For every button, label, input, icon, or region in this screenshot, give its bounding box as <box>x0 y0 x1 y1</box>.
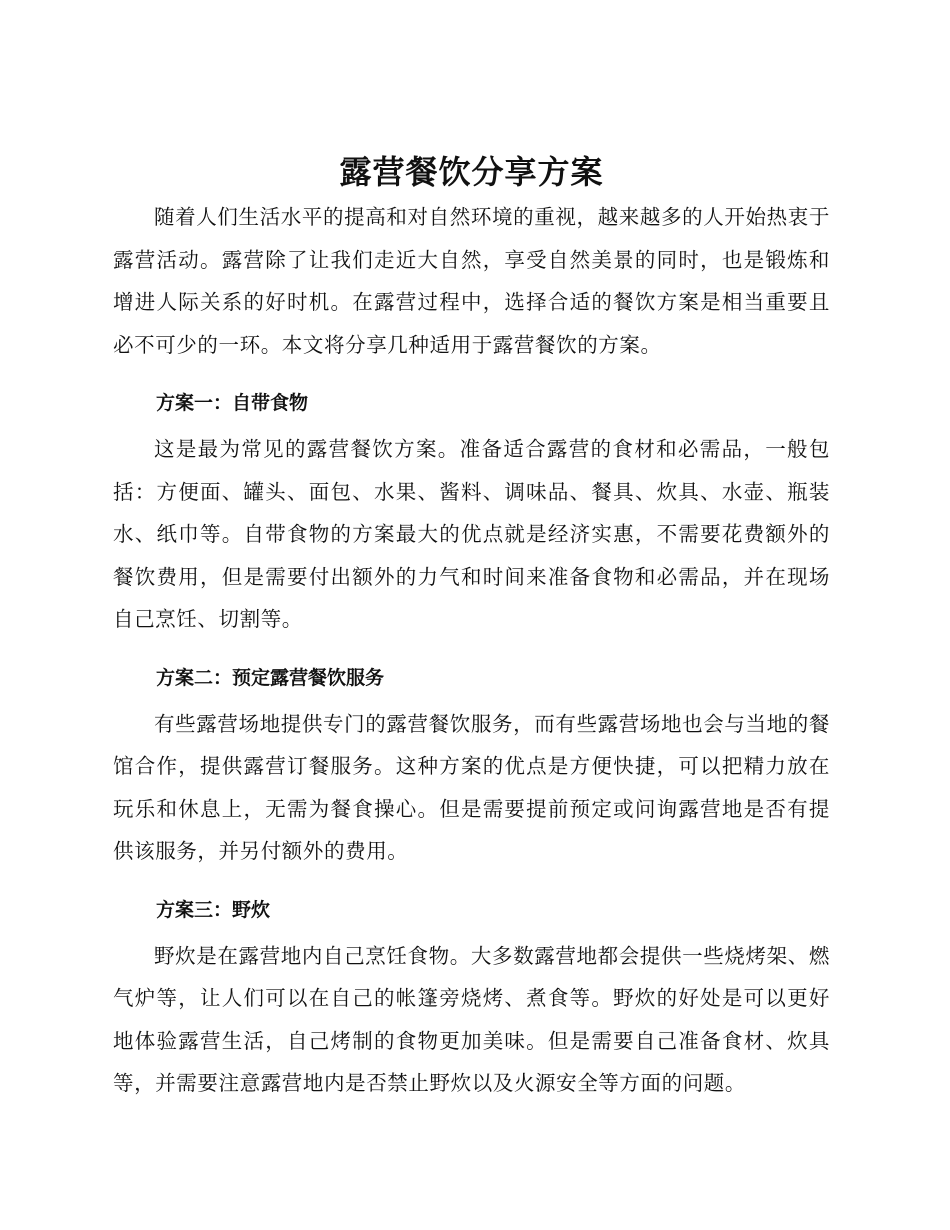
section-2 <box>113 663 830 873</box>
section-3 <box>113 895 830 1105</box>
section-paragraph: 有些露营场地提供专门的露营餐饮服务，而有些露营场地也会与当地的餐馆合作，提供露营订餐服务。这种方案的优点是方便快捷，可以把精力放在玩乐和休息上，无需为餐食操心。但是需要提前预定或问询露营地是否有提供该服务，并另付额外的费用。 <box>113 711 830 863</box>
section-paragraph: 野炊是在露营地内自己烹饪食物。大多数露营地都会提供一些烧烤架、燃气炉等，让人们可以在自己的帐篷旁烧烤、煮食等。野炊的好处是可以更好地体验露营生活，自己烤制的食物更加美味。但是需要自己准备食材、炊具等，并需要注意露营地内是否禁止野炊以及火源安全等方面的问题。 <box>113 943 830 1095</box>
section-heading: 方案三：野炊 <box>156 898 271 921</box>
intro-paragraph: 随着人们生活水平的提高和对自然环境的重视，越来越多的人开始热衷于露营活动。露营除了让我们走近大自然，享受自然美景的同时，也是锻炼和增进人际关系的好时机。在露营过程中，选择合适的餐饮方案是相当重要且必不可少的一环。本文将分享几种适用于露营餐饮的方案。 <box>113 205 830 357</box>
section-heading: 方案一：自带食物 <box>156 392 309 414</box>
section-heading: 方案二：预定露营餐饮服务 <box>156 666 385 689</box>
document-title: 露营餐饮分享方案 <box>339 153 604 191</box>
section-1 <box>113 388 830 641</box>
document-page <box>113 150 830 1105</box>
section-paragraph: 这是最为常见的露营餐饮方案。准备适合露营的食材和必需品，一般包括：方便面、罐头、面包、水果、酱料、调味品、餐具、炊具、水壶、瓶装水、纸巾等。自带食物的方案最大的优点就是经济实惠，不需要花费额外的餐饮费用，但是需要付出额外的力气和时间来准备食物和必需品，并在现场自己烹饪、切割等。 <box>113 437 830 631</box>
